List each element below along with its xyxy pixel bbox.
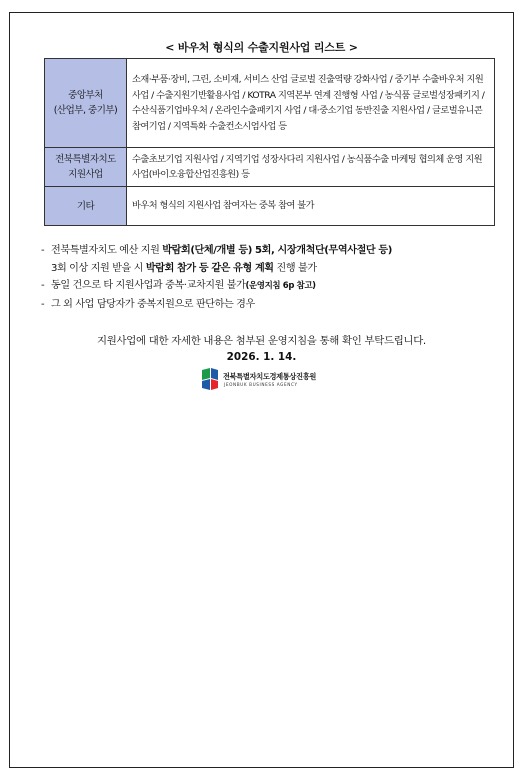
note-emphasis: 박람회(단체/개별 등) 5회, 시장개척단(무역사절단 등) (162, 245, 392, 256)
note-text: 3회 이상 지원 받을 시 (51, 262, 146, 274)
closing-message: 지원사업에 대한 자세한 내용은 첨부된 운영지침을 통해 확인 부탁드립니다. (97, 335, 426, 347)
row-header (45, 187, 127, 226)
row-content: 수출초보기업 지원사업 / 지역기업 성장사다리 지원사업 / 농식품수출 마케팅 협의체 운영 지원사업(바이오융합산업진흥원) 등 (127, 148, 495, 187)
row-header (45, 59, 127, 148)
voucher-program-table (44, 58, 495, 226)
note-emphasis: 박람회 참가 등 같은 유형 계획 (145, 262, 274, 274)
document-date: 2026. 1. 14. (226, 351, 297, 363)
notes-list (41, 242, 511, 313)
row-header-line: 지원사업 (68, 169, 103, 180)
agency-logo (200, 366, 350, 396)
note-text: 진행 불가 (273, 262, 317, 274)
note-item (41, 242, 511, 260)
note-item (41, 296, 511, 314)
row-header-line: (산업부, 중기부) (53, 105, 118, 116)
row-header-line: 전북특별자치도 (55, 154, 116, 165)
note-text: 그 외 사업 담당자가 중복지원으로 판단하는 경우 (51, 298, 255, 310)
row-header-line: 중앙부처 (68, 90, 103, 101)
table-row (45, 59, 495, 148)
row-header-line: 기타 (76, 200, 95, 212)
agency-subtitle: JEONBUK BUSINESS AGENCY (224, 382, 298, 387)
agency-logo-icon (200, 366, 220, 392)
note-dash: - (41, 245, 45, 256)
note-reference: (운영지침 6p 참고) (245, 281, 316, 291)
document-page (9, 12, 514, 768)
agency-name: 전북특별자치도경제통상진흥원 (223, 372, 317, 381)
row-content: 소재·부품·장비, 그린, 소비재, 서비스 산업 글로벌 진출역량 강화사업 / 중기부 수출바우처 지원사업 / 수출지원기반활용사업 / KOTRA 지역본부 연계 진행형 사업 / 농식품 글로벌성장패키지 / 수산식품기업바우처 / 온라인수출패키지 사업 / 대·중소기업 동반진출 지원사업 / 글로벌유니콘 참여기업 / 지역특화 수출컨소시엄사업 등 (127, 59, 495, 148)
note-item-continuation (41, 260, 511, 278)
row-header (45, 148, 127, 187)
note-text: 동일 건으로 타 지원사업과 중복·교차지원 불가 (51, 280, 246, 291)
list-title: < 바우처 형식의 수출지원사업 리스트 > (165, 41, 358, 54)
table-row (45, 148, 495, 187)
note-item (41, 277, 511, 296)
note-text: 전북특별자치도 예산 지원 (51, 245, 163, 256)
note-dash: - (41, 280, 45, 291)
note-dash: - (41, 298, 45, 310)
table-row (45, 187, 495, 226)
row-content: 바우처 형식의 지원사업 참여자는 중복 참여 불가 (127, 187, 495, 226)
